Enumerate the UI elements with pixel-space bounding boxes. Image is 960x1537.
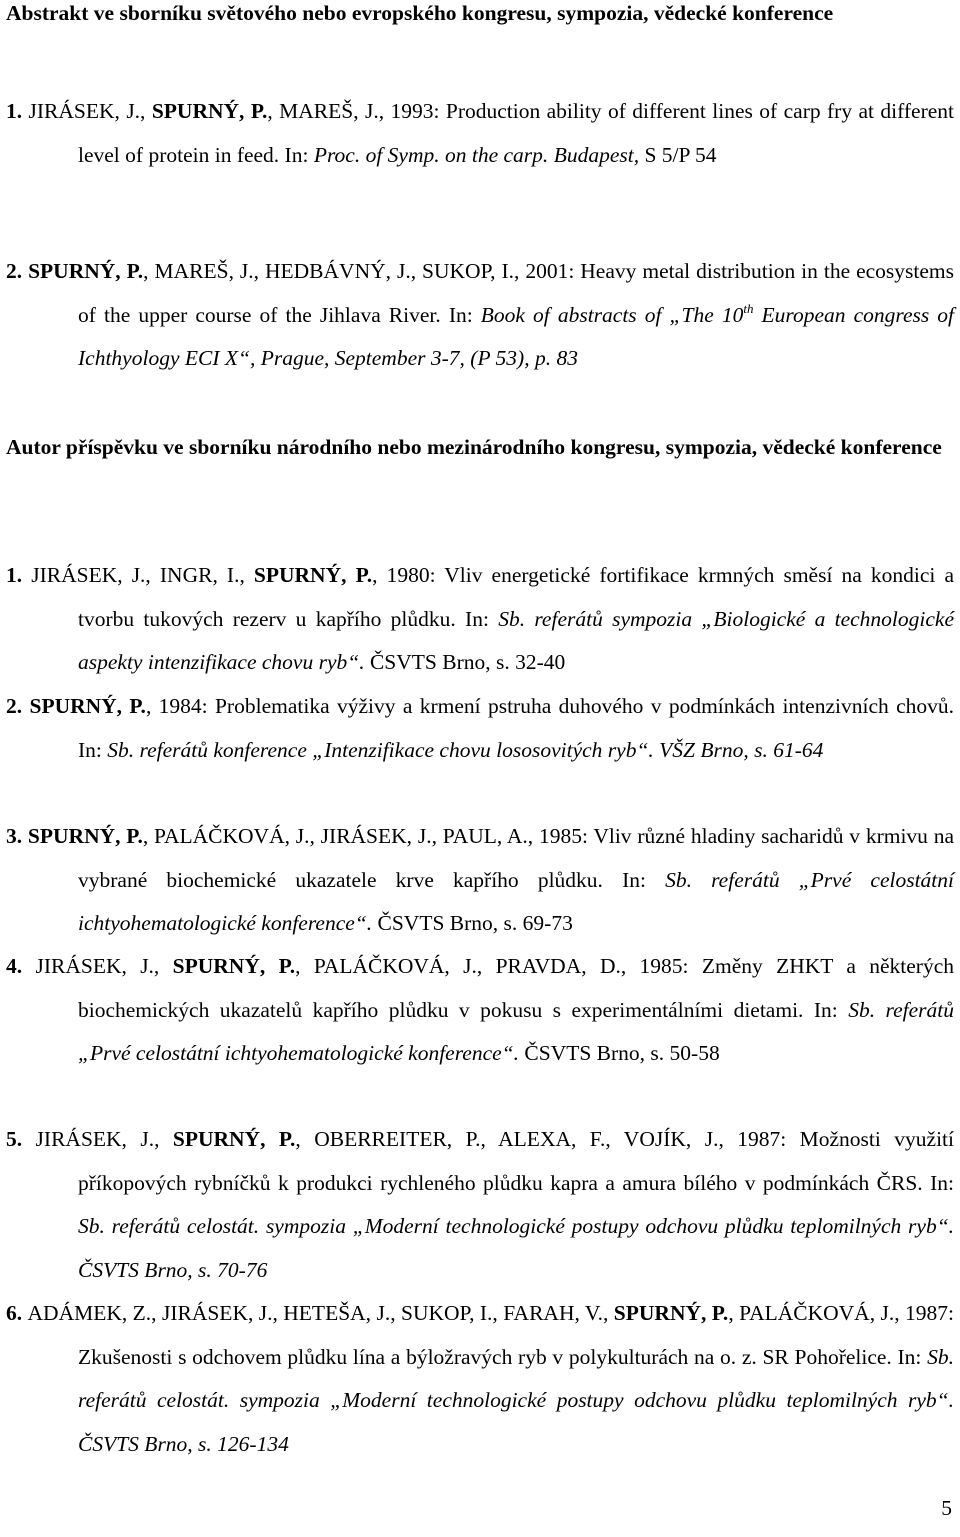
entry-venue: sympozia „Moderní technologické postupy odchovu plůdku teplomilných ryb“. ČSVTS Brno, s. 70-76 [78,1214,955,1282]
entry-venue: referátů „Prvé celostátní ichtyohematologické konference“. [78,997,954,1065]
entry-venue: Sb. [848,997,876,1022]
entry-text: , OBERREITER, P., ALEXA, F., VOJÍK, J., 1987: Možnosti využití příkopových rybníčků k produkci rychleného plůdku kapra a amura bílého v podmínkách ČRS. In: [78,1127,954,1195]
reference-entry [6,685,954,772]
reference-entry [6,945,954,1076]
entry-text: s. 32-40 [490,650,566,674]
entry-author-highlight: SPURNÝ, P. [613,1301,729,1325]
page-number: 5 [941,1496,952,1520]
entry-publisher: ČSVTS Brno, s. 69-73 [377,911,573,935]
entry-venue: referátů konference „Intenzifikace chovu lososovitých ryb“. VŠZ Brno, s. 61-64 [139,737,824,762]
entry-number: 6. [6,1301,28,1325]
entry-text [692,868,711,892]
entry-venue: Sb. [665,867,692,892]
entry-authors: JIRÁSEK, J., INGR, I., [31,563,254,587]
entry-venue: European congress of Ichthyology ECI X“, Prague, September 3-7, (P 53), p. 83 [78,302,955,370]
reference-entry [6,90,954,177]
entry-venue: referátů „Prvé celostátní ichtyohematologické konference“. [78,867,954,935]
reference-entry [6,815,954,946]
entry-venue: Sb. [107,737,135,762]
entry-number: 5. [6,1127,36,1151]
entry-venue: sympozia „Moderní technologické postupy odchovu plůdku teplomilných ryb“. ČSVTS Brno, s. 126-134 [78,1388,955,1456]
entry-author-highlight: SPURNÝ, P. [253,563,373,587]
entry-text: , PALÁČKOVÁ, J., PRAVDA, D., 1985: Změny ZHKT a některých biochemických ukazatelů kapřího plůdku v pokusu s experimentálními dietami. In: [78,954,955,1022]
entry-author-highlight: SPURNÝ, P. [27,824,143,848]
entry-venue: Sb. [78,1214,105,1238]
entry-number: 2. [6,259,29,283]
entry-text: , PALÁČKOVÁ, J., 1987: Zkušenosti s odchovem plůdku lína a býložravých ryb v polykulturách na o. z. SR Pohořelice. In: [78,1301,954,1369]
entry-publisher: ČSVTS Brno, s. 50-58 [524,1041,720,1065]
entry-number: 1. [6,99,29,123]
entry-text [259,1214,266,1238]
entry-authors: JIRÁSEK, J., [28,99,152,123]
entry-authors: ADÁMEK, Z., JIRÁSEK, J., HETEŠA, J., SUKOP, I., FARAH, V., [27,1301,614,1325]
entry-text: , MAREŠ, J., 1993: Production ability of different lines of carp fry at different level of protein in feed. In: [78,99,955,167]
entry-text: , 1984: Problematika výživy a krmení pstruha duhového v podmínkách intenzivních chovů. In: [78,694,954,762]
entry-author-highlight: SPURNÝ, P. [172,954,296,978]
entry-text [875,998,885,1022]
entry-superscript: th [743,300,754,316]
entry-venue: Sb. [927,1344,954,1369]
entry-authors: JIRÁSEK, J., [35,954,173,978]
reference-entry [6,250,954,381]
entry-text: , PALÁČKOVÁ, J., JIRÁSEK, J., PAUL, A., 1985: Vliv různé hladiny sacharidů v krmivu na vybrané biochemické ukazatele krve kapřího plůdku. In: [78,824,955,892]
section-heading-proceedings: Autor příspěvku ve sborníku národního nebo mezinárodního kongresu, sympozia, vědecké konference [6,435,942,459]
reference-entry [6,1292,954,1466]
entry-venue: Sb. [498,606,526,631]
entry-number: 3. [6,824,28,848]
section-heading-abstracts: Abstrakt ve sborníku světového nebo evropského kongresu, sympozia, vědecké konference [6,1,834,25]
entry-venue: referátů celostát. [78,1388,230,1412]
entry-number: 2. [6,694,30,718]
entry-text [525,607,534,631]
entry-text [105,1214,112,1238]
entry-author-highlight: SPURNÝ, P. [29,694,146,718]
reference-entry [6,554,954,685]
entry-venue: Book of abstracts of „The 10 [480,302,744,327]
entry-text: S 5/P 54 [639,142,717,167]
entry-text [229,1388,240,1412]
entry-author-highlight: SPURNÝ, P. [28,259,144,283]
entry-venue: Proc. [313,142,361,167]
entry-author-highlight: SPURNÝ, P. [172,1127,296,1151]
entry-publisher: ČSVTS Brno, [369,650,491,674]
entry-text: , MAREŠ, J., HEDBÁVNÝ, J., SUKOP, I., 2001: Heavy metal distribution in the ecosystems of the upper course of the Jihlava River. In: [78,259,955,327]
entry-venue: referátů celostát. [111,1214,260,1238]
entry-venue: referátů sympozia „Biologické a technologické aspekty intenzifikace chovu ryb“. [78,606,954,674]
entry-authors: JIRÁSEK, J., [35,1127,173,1151]
entry-venue: Budapest, [553,142,640,167]
entry-number: 4. [6,954,36,978]
entry-text: , 1980: Vliv energetické fortifikace krmných směsí na kondici a tvorbu tukových rezerv u kapřího plůdku. In: [78,563,955,631]
entry-venue: on the carp. [445,142,549,167]
entry-author-highlight: SPURNÝ, P. [151,99,268,123]
entry-venue: of Symp. [365,142,440,167]
entry-number: 1. [6,563,32,587]
reference-entry [6,1118,954,1292]
